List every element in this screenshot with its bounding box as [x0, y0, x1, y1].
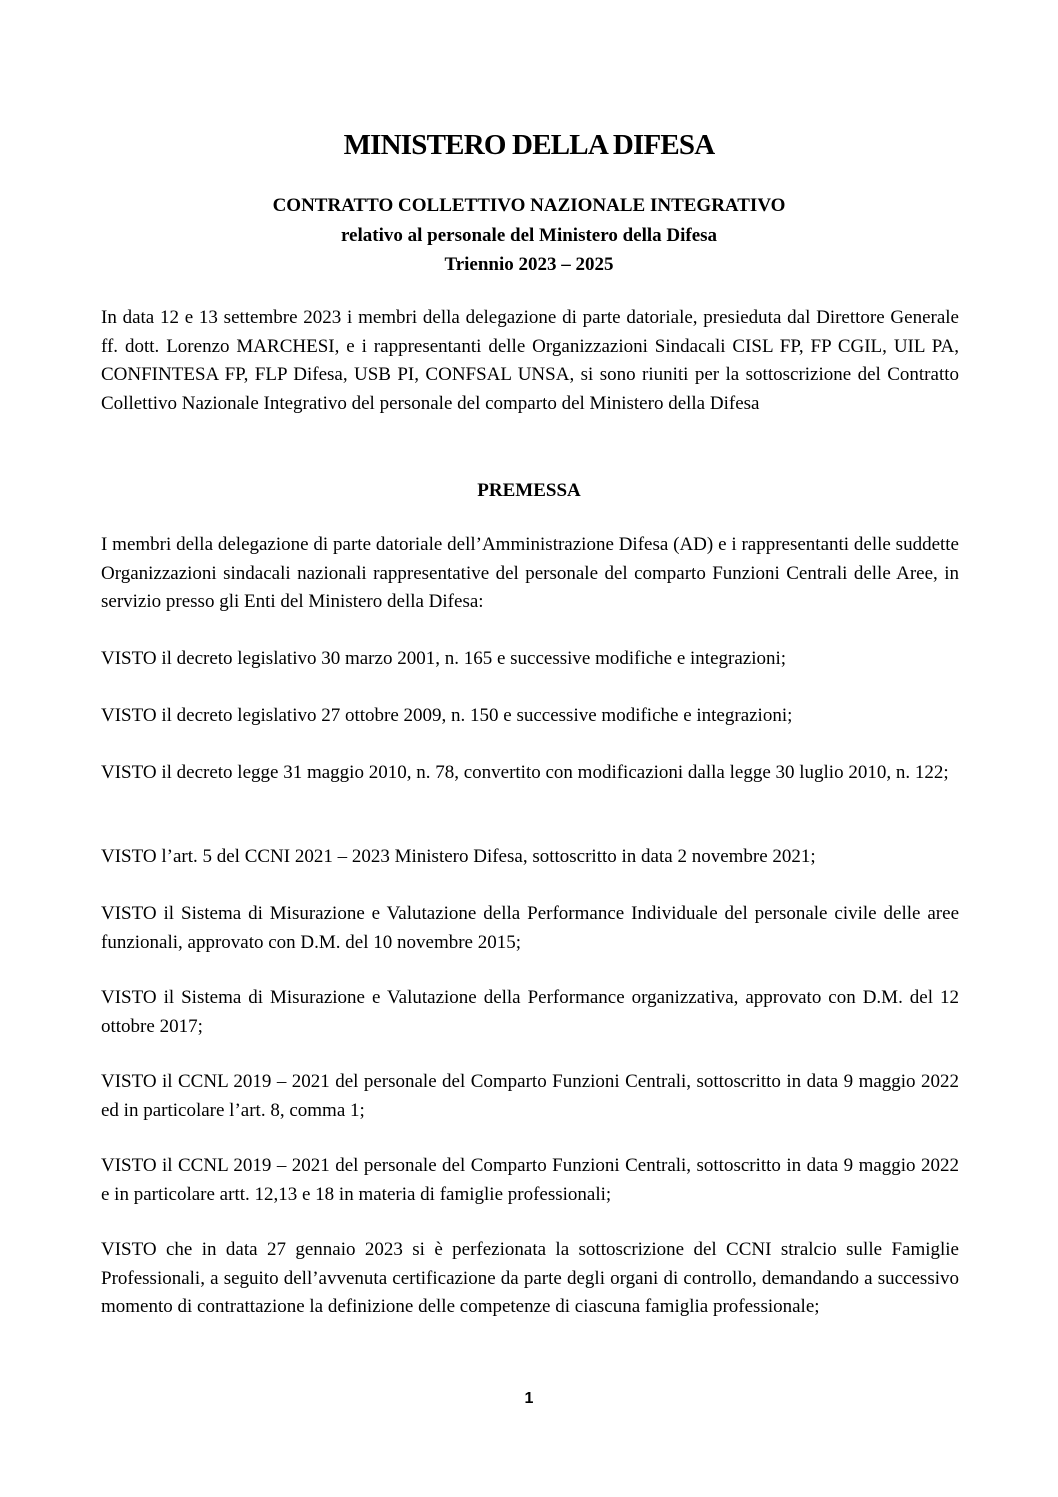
intro-paragraph: In data 12 e 13 settembre 2023 i membri della delegazione di parte datoriale, presieduta dal Direttore Generale ff. dott. Lorenzo MARCHESI, e i rappresentanti delle Organizzazioni Sindacali CISL FP, FP CGIL, UIL PA, CONFINTESA FP, FLP Difesa, USB PI, CONFSAL UNSA, si sono riuniti per la sottoscrizione del Contratto Collettivo Nazionale Integrativo del personale del comparto del Ministero della Difesa — [101, 307, 959, 414]
premessa-opening-paragraph: I membri della delegazione di parte datoriale dell’Amministrazione Difesa (AD) e i rappresentanti delle suddette Organizzazioni sindacali nazionali rappresentative del personale del comparto Funzioni Centrali delle Aree, in servizio presso gli Enti del Ministero della Difesa: — [101, 534, 959, 612]
visto-clause: VISTO il Sistema di Misurazione e Valutazione della Performance Individuale del personale civile delle aree funzionali, approvato con D.M. del 10 novembre 2015; — [101, 903, 959, 953]
visto-clause: VISTO il CCNL 2019 – 2021 del personale del Comparto Funzioni Centrali, sottoscritto in data 9 maggio 2022 e in particolare artt. 12,13 e 18 in materia di famiglie professionali; — [101, 1155, 959, 1205]
document-title: MINISTERO DELLA DIFESA — [343, 129, 715, 161]
contract-subject: relativo al personale del Ministero della Difesa — [340, 225, 718, 246]
visto-clause: VISTO il decreto legge 31 maggio 2010, n. 78, convertito con modificazioni dalla legge 30 luglio 2010, n. 122; — [101, 762, 949, 783]
contract-period: Triennio 2023 – 2025 — [444, 254, 614, 275]
visto-clause: VISTO il CCNL 2019 – 2021 del personale del Comparto Funzioni Centrali, sottoscritto in data 9 maggio 2022 ed in particolare l’art. 8, comma 1; — [101, 1071, 959, 1121]
visto-clause: VISTO il decreto legislativo 30 marzo 2001, n. 165 e successive modifiche e integrazioni; — [101, 648, 787, 669]
visto-clause: VISTO l’art. 5 del CCNI 2021 – 2023 Ministero Difesa, sottoscritto in data 2 novembre 2021; — [101, 846, 816, 867]
premessa-heading: PREMESSA — [477, 480, 581, 501]
page-number: 1 — [524, 1390, 534, 1407]
contract-title: CONTRATTO COLLETTIVO NAZIONALE INTEGRATIVO — [272, 195, 786, 216]
visto-clause: VISTO che in data 27 gennaio 2023 si è perfezionata la sottoscrizione del CCNI stralcio sulle Famiglie Professionali, a seguito dell’avvenuta certificazione da parte degli organi di controllo, demandando a successivo momento di contrattazione la definizione delle competenze di ciascuna famiglia professionale; — [101, 1239, 959, 1317]
visto-clause: VISTO il decreto legislativo 27 ottobre 2009, n. 150 e successive modifiche e integrazioni; — [101, 705, 793, 726]
visto-clause: VISTO il Sistema di Misurazione e Valutazione della Performance organizzativa, approvato con D.M. del 12 ottobre 2017; — [101, 987, 959, 1037]
